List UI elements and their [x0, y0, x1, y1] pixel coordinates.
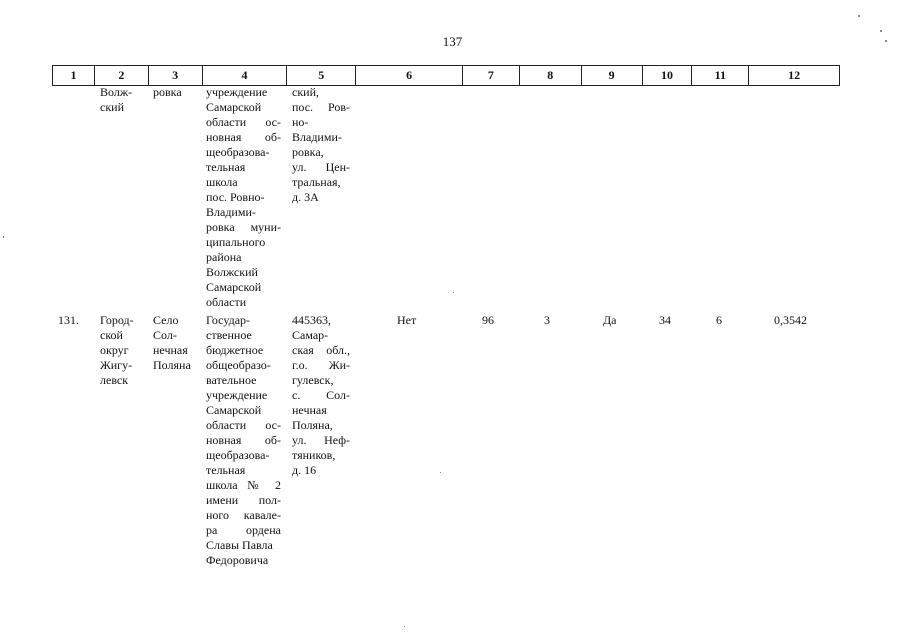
- header-col-1: 1: [53, 66, 95, 85]
- scan-speck: [880, 30, 882, 32]
- header-col-4: 4: [203, 66, 288, 85]
- header-col-8: 8: [520, 66, 582, 85]
- col8-cell: 3: [544, 313, 550, 327]
- header-col-3: 3: [149, 66, 203, 85]
- header-col-10: 10: [643, 66, 693, 85]
- header-col-6: 6: [356, 66, 463, 85]
- district-cell: Город- ской округ Жигу- левск: [100, 313, 134, 387]
- header-col-9: 9: [582, 66, 643, 85]
- page-number: 137: [442, 34, 463, 49]
- scan-speck: [453, 292, 454, 293]
- settlement-cell: ровка: [153, 85, 182, 99]
- scan-speck: [3, 236, 4, 238]
- address-cell: 445363, Самар- ская обл., г.о. Жи- гулевск, с. Сол- нечная Поляна, ул. Неф- тяников, д. 16: [292, 313, 350, 477]
- district-cell: Волж- ский: [100, 85, 133, 114]
- scan-speck: [440, 472, 441, 473]
- address-cell: ский, пос. Ров- но- Владими- ровка, ул. Цен- тральная, д. 3А: [292, 85, 350, 204]
- col6-cell: Нет: [397, 313, 417, 327]
- scan-speck: [858, 15, 860, 17]
- col12-cell: 0,3542: [774, 313, 807, 327]
- settlement-cell: Село Сол- нечная Поляна: [153, 313, 191, 372]
- header-col-5: 5: [287, 66, 356, 85]
- institution-name-cell: Государ- ственное бюджетное общеобразо- вательное учреждение Самарской области ос- новная об- щеобразова- тельная школа № 2 имени пол- ного кавале- ра ордена Славы Павла Федоровича: [206, 313, 281, 567]
- table-header: [52, 65, 840, 86]
- row-number-cell: 131.: [58, 313, 79, 327]
- header-col-12: 12: [788, 68, 801, 82]
- col10-cell: 34: [659, 313, 671, 327]
- scan-speck: [885, 40, 887, 42]
- scan-speck: [404, 626, 405, 627]
- col7-cell: 96: [482, 313, 494, 327]
- col9-cell: Да: [603, 313, 617, 327]
- header-col-2: 2: [95, 66, 149, 85]
- col11-cell: 6: [716, 313, 722, 327]
- header-col-11: 11: [692, 66, 749, 85]
- header-col-7: 7: [463, 66, 520, 85]
- institution-name-cell: учреждение Самарской области ос- новная об- щеобразова- тельная школа пос. Ровно- Владими- ровка муни- ципального района Волжский Самарской области: [206, 85, 281, 309]
